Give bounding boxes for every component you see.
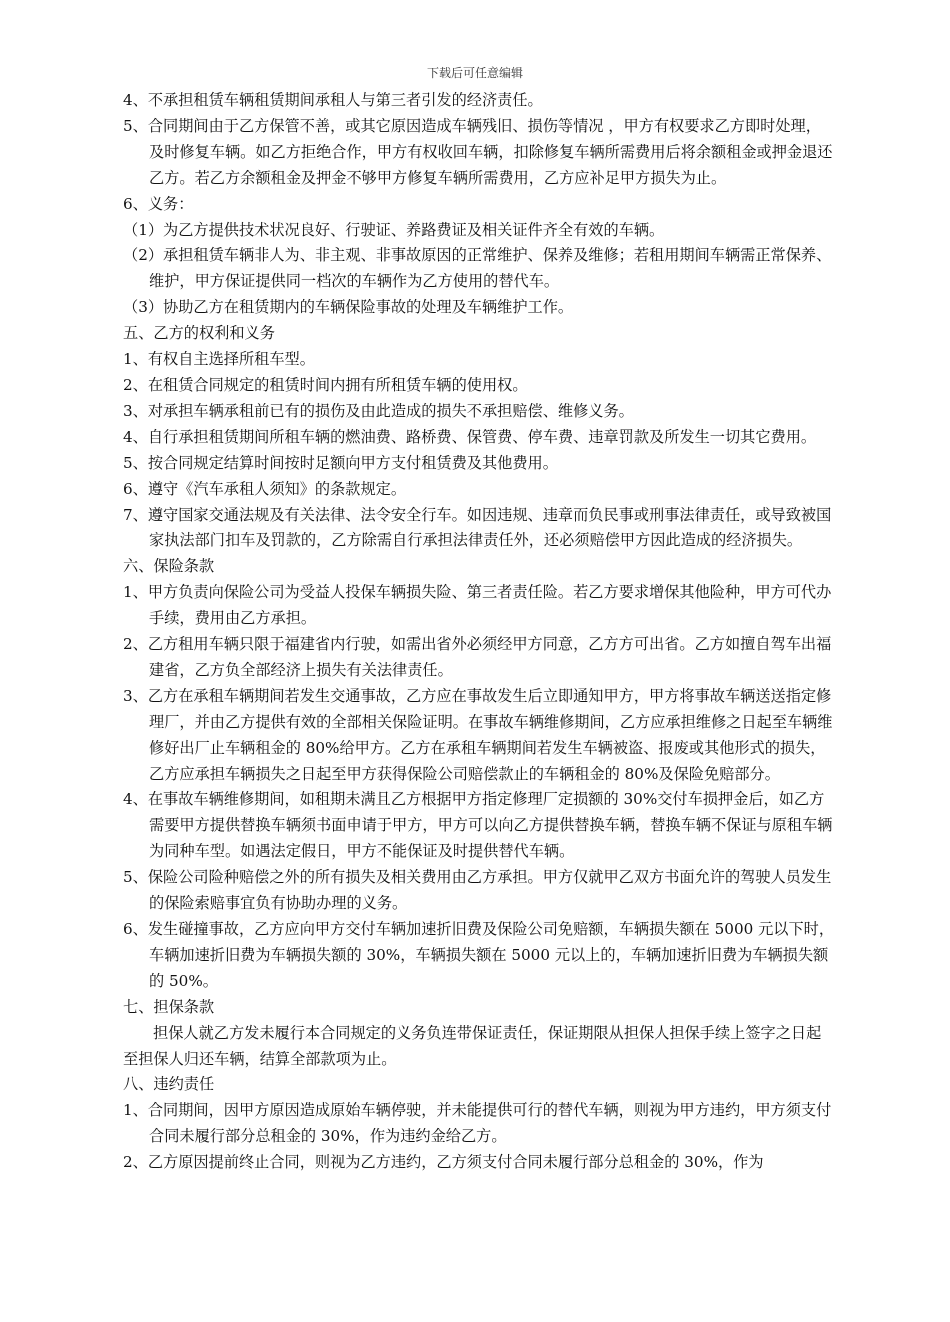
clause-6-obligations: 6、义务： bbox=[123, 194, 194, 213]
section-5-item-1: 1、有权自主选择所租车型。 bbox=[123, 350, 315, 369]
obligation-1: （1）为乙方提供技术状况良好、行驶证、养路费证及相关证件齐全有效的车辆。 bbox=[123, 220, 665, 239]
clause-4-liability: 4、不承担租赁车辆租赁期间承租人与第三者引发的经济责任。 bbox=[123, 91, 543, 109]
section-5-item-6: 6、遵守《汽车承租人须知》的条款规定。 bbox=[123, 479, 407, 498]
section-7-body: 担保人就乙方发未履行本合同规定的义务负连带保证责任，保证期限从担保人担保手续上签字之日起至担保人归还车辆，结算全部款项为止。 bbox=[123, 1023, 822, 1068]
section-6-item-4: 4、在事故车辆维修期间，如租期未满且乙方根据甲方指定修理厂定损额的 30%交付车损押金后，如乙方需要甲方提供替换车辆须书面申请于甲方，甲方可以向乙方提供替换车辆，替换车辆不保证与原租车辆为同种车型。如遇法定假日，甲方不能保证及时提供替代车辆。 bbox=[123, 790, 833, 861]
section-6-item-2: 2、乙方租用车辆只限于福建省内行驶，如需出省外必须经甲方同意，乙方方可出省。乙方如擅自驾车出福建省，乙方负全部经济上损失有关法律责任。 bbox=[123, 635, 832, 679]
section-5-item-3: 3、对承担车辆承租前已有的损伤及由此造成的损失不承担赔偿、维修义务。 bbox=[123, 401, 634, 420]
section-7-heading: 七、担保条款 bbox=[123, 997, 215, 1016]
section-6-heading: 六、保险条款 bbox=[123, 557, 215, 576]
clause-5-damage: 5、合同期间由于乙方保管不善，或其它原因造成车辆残旧、损伤等情况 ，甲方有权要求乙方即时处理，及时修复车辆。如乙方拒绝合作，甲方有权收回车辆，扣除修复车辆所需费用后将余额租金或押金退还乙方。若乙方余额租金及押金不够甲方修复车辆所需费用，乙方应补足甲方损失为止。 bbox=[123, 116, 833, 187]
section-5-item-4: 4、自行承担租赁期间所租车辆的燃油费、路桥费、保管费、停车费、违章罚款及所发生一切其它费用。 bbox=[123, 427, 817, 446]
section-8-item-2: 2、乙方原因提前终止合同，则视为乙方违约，乙方须支付合同未履行部分总租金的 30%，作为 bbox=[123, 1153, 764, 1172]
section-5-item-5: 5、按合同规定结算时间按时足额向甲方支付租赁费及其他费用。 bbox=[123, 453, 558, 472]
section-5-heading: 五、乙方的权利和义务 bbox=[123, 324, 275, 343]
section-6-item-1: 1、甲方负责向保险公司为受益人投保车辆损失险、第三者责任险。若乙方要求增保其他险种，甲方可代办手续，费用由乙方承担。 bbox=[123, 583, 832, 628]
section-5-item-7: 7、遵守国家交通法规及有关法律、法令安全行车。如因违规、违章而负民事或刑事法律责任，或导致被国家执法部门扣车及罚款的，乙方除需自行承担法律责任外，还必须赔偿甲方因此造成的经济损失。 bbox=[123, 505, 832, 550]
section-6-item-6: 6、发生碰撞事故，乙方应向甲方交付车辆加速折旧费及保险公司免赔额，车辆损失额在 5000 元以下时，车辆加速折旧费为车辆损失额的 30%，车辆损失额在 5000 元以上的，车辆加速折旧费为车辆损失额的 50%。 bbox=[123, 920, 835, 990]
section-5-item-2: 2、在租赁合同规定的租赁时间内拥有所租赁车辆的使用权。 bbox=[123, 375, 528, 394]
section-8-item-1: 1、合同期间，因甲方原因造成原始车辆停驶，并未能提供可行的替代车辆，则视为甲方违约，甲方须支付合同未履行部分总租金的 30%，作为违约金给乙方。 bbox=[123, 1101, 832, 1146]
section-8-heading: 八、违约责任 bbox=[123, 1075, 215, 1094]
obligation-2: （2）承担租赁车辆非人为、非主观、非事故原因的正常维护、保养及维修；若租用期间车辆需正常保养、维护，甲方保证提供同一档次的车辆作为乙方使用的替代车。 bbox=[123, 246, 832, 291]
document-body bbox=[123, 88, 835, 1176]
page-header: 下载后可任意编辑 bbox=[426, 66, 523, 80]
section-6-item-5: 5、保险公司险种赔偿之外的所有损失及相关费用由乙方承担。甲方仅就甲乙双方书面允许的驾驶人员发生的保险索赔事宜负有协助办理的义务。 bbox=[123, 868, 832, 913]
section-6-item-3: 3、乙方在承租车辆期间若发生交通事故，乙方应在事故发生后立即通知甲方，甲方将事故车辆送送指定修理厂，并由乙方提供有效的全部相关保险证明。在事故车辆维修期间，乙方应承担维修之日起至车辆维修好出厂止车辆租金的 80%给甲方。乙方在承租车辆期间若发生车辆被盗、报废或其他形式的损失，乙方应承担车辆损失之日起至甲方获得保险公司赔偿款止的车辆租金的 80%及保险免赔部分。 bbox=[123, 686, 833, 783]
obligation-3: （3）协助乙方在租赁期内的车辆保险事故的处理及车辆维护工作。 bbox=[123, 298, 574, 317]
